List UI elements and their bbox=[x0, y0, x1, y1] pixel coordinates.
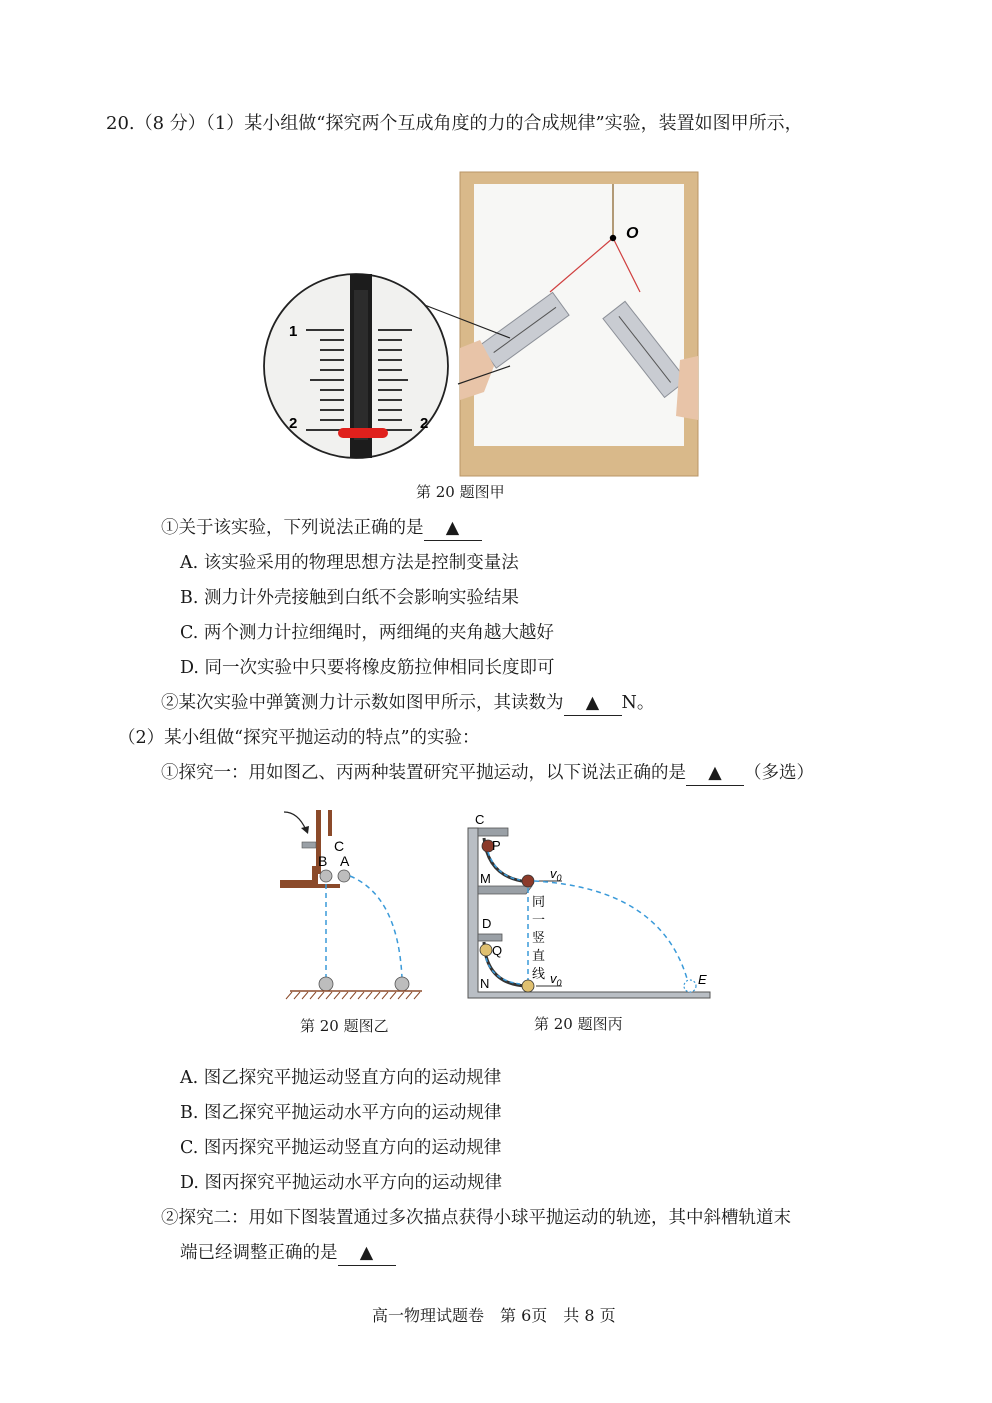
part2-header: （2）某小组做“探究平抛运动的特点”的实验： bbox=[118, 728, 480, 748]
part2-q1 bbox=[161, 761, 814, 786]
label-c: C bbox=[475, 812, 485, 827]
vertical-text-char: 线 bbox=[532, 966, 546, 981]
part2-option-d: D. 图丙探究平抛运动水平方向的运动规律 bbox=[180, 1173, 503, 1193]
answer-blank[interactable]: ▲ bbox=[564, 691, 622, 716]
part1-q1-text: ①关于该实验，下列说法正确的是 bbox=[161, 518, 424, 538]
label-m: M bbox=[480, 871, 491, 886]
part2-q2-line1: ②探究二：用如下图装置通过多次描点获得小球平抛运动的轨迹，其中斜槽轨道末 bbox=[161, 1208, 791, 1228]
answer-blank[interactable]: ▲ bbox=[424, 516, 482, 541]
vertical-text-char: 竖 bbox=[532, 930, 546, 945]
ball-q-icon bbox=[480, 944, 492, 956]
part2-option-c: C. 图丙探究平抛运动竖直方向的运动规律 bbox=[180, 1138, 502, 1158]
part1-q2-text: ②某次实验中弹簧测力计示数如图甲所示，其读数为 bbox=[161, 693, 564, 713]
figure-jia-caption: 第 20 题图甲 bbox=[416, 483, 505, 501]
vertical-text-char: 一 bbox=[532, 912, 546, 927]
figure-bing-caption: 第 20 题图丙 bbox=[534, 1015, 623, 1033]
part2-q1-suffix: （多选） bbox=[744, 763, 814, 783]
ball-a-icon bbox=[338, 870, 350, 882]
vertical-text-char: 同 bbox=[532, 894, 546, 909]
vertical-text-char: 直 bbox=[532, 948, 546, 963]
point-o-icon bbox=[610, 235, 616, 241]
label-c: C bbox=[334, 838, 345, 854]
part1-q2 bbox=[161, 691, 654, 716]
part2-q1-text: ①探究一：用如图乙、丙两种装置研究平抛运动，以下说法正确的是 bbox=[161, 763, 686, 783]
part1-option-c: C. 两个测力计拉细绳时，两细绳的夹角越大越好 bbox=[180, 623, 554, 643]
part2-q2-text: 端已经调整正确的是 bbox=[180, 1243, 338, 1263]
label-n: N bbox=[480, 976, 490, 991]
magnifier-tick-label: 2 bbox=[420, 415, 429, 432]
label-b: B bbox=[318, 853, 328, 869]
velocity-label: $v_0$ bbox=[550, 866, 562, 883]
part1-q1 bbox=[161, 516, 482, 541]
part1-q2-unit: N。 bbox=[621, 693, 655, 713]
page-footer: 高一物理试题卷 第 6页 共 8 页 bbox=[372, 1306, 616, 1325]
label-p: P bbox=[492, 838, 501, 853]
part1-option-d: D. 同一次实验中只要将橡皮筋拉伸相同长度即可 bbox=[180, 658, 555, 678]
figure-yi bbox=[270, 806, 430, 1006]
point-o-label: O bbox=[626, 225, 639, 242]
figure-bing bbox=[462, 808, 718, 1004]
label-a: A bbox=[340, 853, 350, 869]
question-header: 20.（8 分）（1）某小组做“探究两个互成角度的力的合成规律”实验，装置如图甲所示， bbox=[106, 113, 803, 134]
figure-yi-caption: 第 20 题图乙 bbox=[300, 1017, 389, 1035]
magnifier-tick-label: 1 bbox=[289, 323, 298, 340]
velocity-label: $v_0$ bbox=[550, 971, 562, 988]
part2-q2-line2 bbox=[180, 1241, 396, 1266]
part2-option-a: A. 图乙探究平抛运动竖直方向的运动规律 bbox=[180, 1068, 502, 1088]
ball-b-icon bbox=[320, 870, 332, 882]
label-d: D bbox=[482, 916, 492, 931]
part1-option-b: B. 测力计外壳接触到白纸不会影响实验结果 bbox=[180, 588, 519, 608]
part1-option-a: A. 该实验采用的物理思想方法是控制变量法 bbox=[180, 553, 519, 573]
magnifier-tick-label: 2 bbox=[289, 415, 298, 432]
label-q: Q bbox=[492, 943, 503, 958]
part2-option-b: B. 图乙探究平抛运动水平方向的运动规律 bbox=[180, 1103, 502, 1123]
figure-jia bbox=[262, 170, 702, 480]
answer-blank[interactable]: ▲ bbox=[686, 761, 744, 786]
label-e: E bbox=[698, 972, 707, 987]
answer-blank[interactable]: ▲ bbox=[338, 1241, 396, 1266]
